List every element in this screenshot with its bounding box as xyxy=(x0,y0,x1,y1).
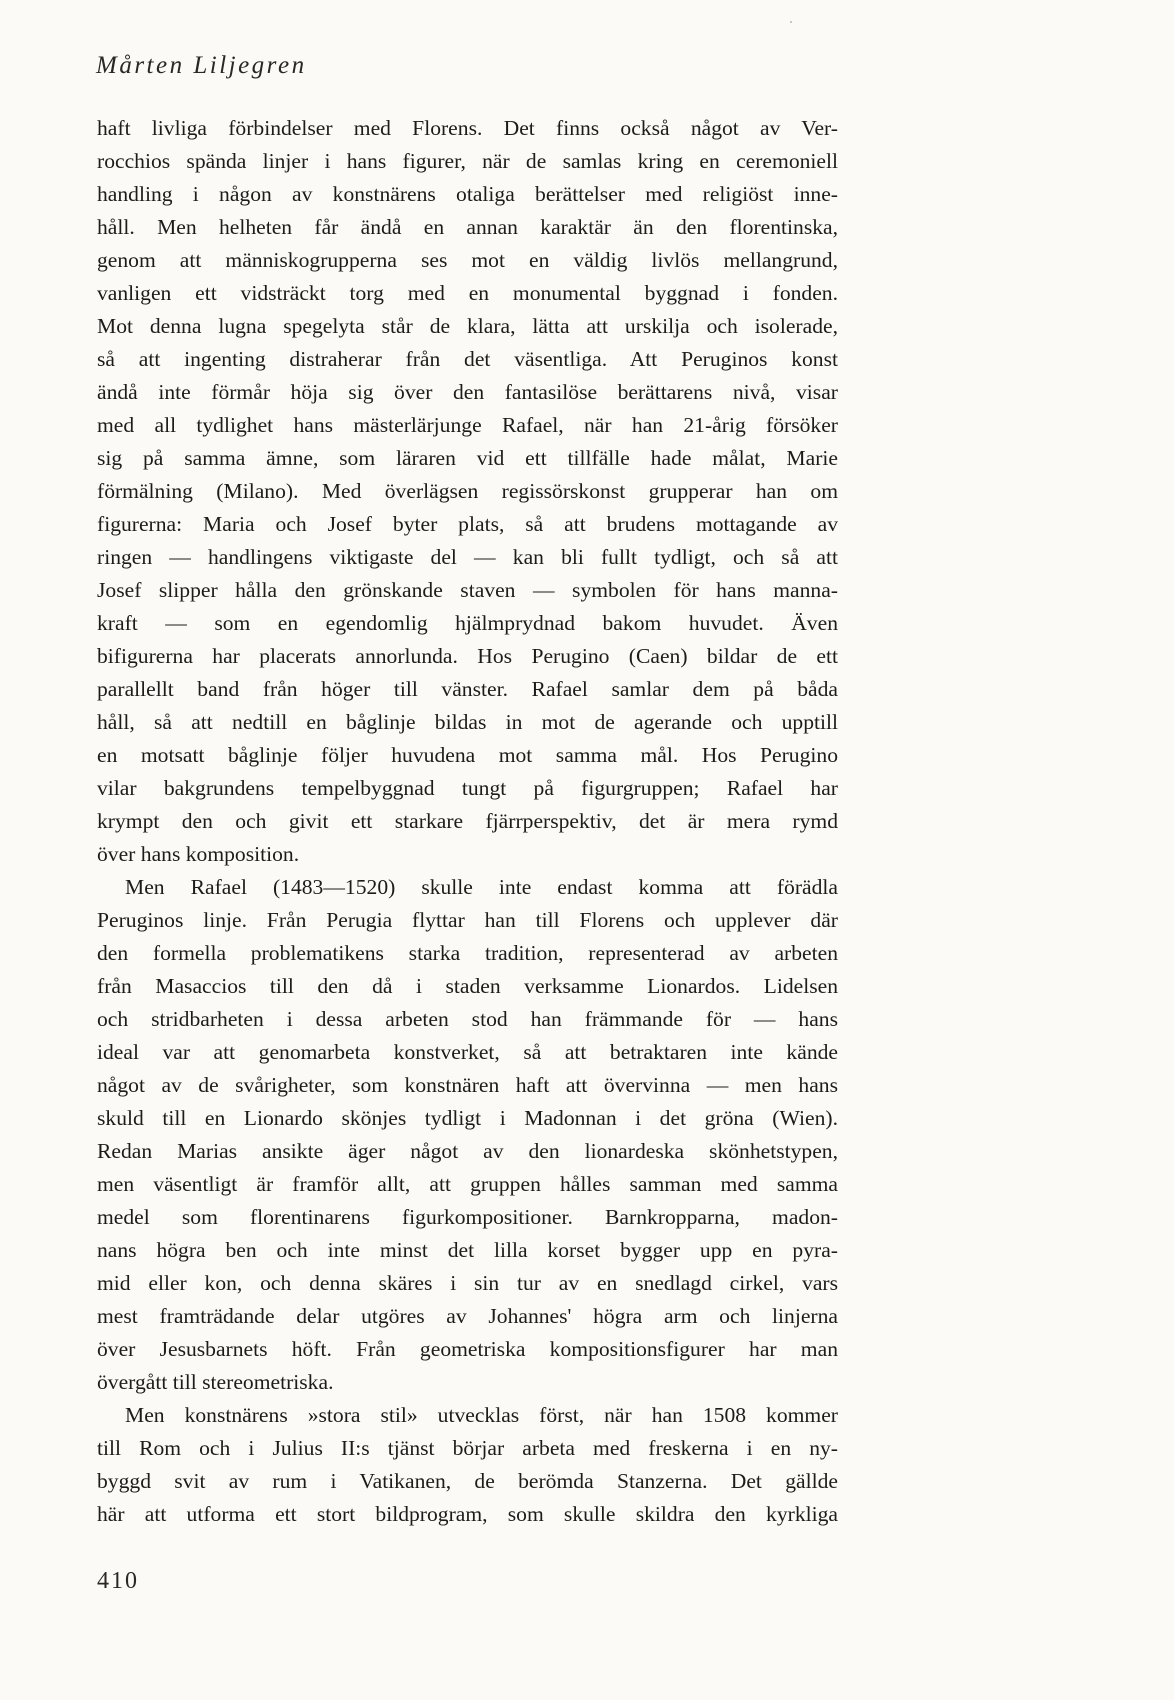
text-line: något av de svårigheter, som konstnären haft att övervinna — men hans xyxy=(97,1073,838,1097)
text-line: förmälning (Milano). Med överlägsen regissörskonst grupperar han om xyxy=(97,479,838,503)
text-line: haft livliga förbindelser med Florens. Det finns också något av Ver- xyxy=(97,116,838,140)
text-line: Mot denna lugna spegelyta står de klara, lätta att urskilja och isolerade, xyxy=(97,314,838,338)
text-line: figurerna: Maria och Josef byter plats, så att brudens mottagande av xyxy=(97,512,838,536)
text-line-paragraph-end: över hans komposition. xyxy=(97,842,300,866)
paper-speck xyxy=(790,21,792,23)
text-line: skuld till en Lionardo skönjes tydligt i Madonnan i det gröna (Wien). xyxy=(97,1106,838,1130)
text-line: genom att människogrupperna ses mot en väldig livlös mellangrund, xyxy=(97,248,838,272)
text-line: mid eller kon, och denna skäres i sin tur av en snedlagd cirkel, vars xyxy=(97,1271,838,1295)
text-line: och stridbarheten i dessa arbeten stod han främmande för — hans xyxy=(97,1007,838,1031)
text-line: håll. Men helheten får ändå en annan karaktär än den florentinska, xyxy=(97,215,838,239)
body-text xyxy=(97,112,838,1531)
text-line: krympt den och givit ett starkare fjärrperspektiv, det är mera rymd xyxy=(97,809,838,833)
text-line: över Jesusbarnets höft. Från geometriska kompositionsfigurer har man xyxy=(97,1337,838,1361)
text-line: mest framträdande delar utgöres av Johannes' högra arm och linjerna xyxy=(97,1304,838,1328)
text-line: medel som florentinarens figurkompositioner. Barnkropparna, madon- xyxy=(97,1205,838,1229)
text-line: håll, så att nedtill en båglinje bildas in mot de agerande och upptill xyxy=(97,710,838,734)
text-line: nans högra ben och inte minst det lilla korset bygger upp en pyra- xyxy=(97,1238,838,1262)
text-line-paragraph-start: Men Rafael (1483—1520) skulle inte endast komma att förädla xyxy=(125,875,838,899)
text-line: vilar bakgrundens tempelbyggnad tungt på figurgruppen; Rafael har xyxy=(97,776,838,800)
text-line: Peruginos linje. Från Perugia flyttar han till Florens och upplever där xyxy=(97,908,838,932)
text-line: Josef slipper hålla den grönskande staven — symbolen för hans manna- xyxy=(97,578,838,602)
text-line: från Masaccios till den då i staden verksamme Lionardos. Lidelsen xyxy=(97,974,838,998)
text-line: den formella problematikens starka tradition, representerad av arbeten xyxy=(97,941,838,965)
text-line: handling i någon av konstnärens otaliga berättelser med religiöst inne- xyxy=(97,182,838,206)
text-line: Redan Marias ansikte äger något av den lionardeska skönhetstypen, xyxy=(97,1139,838,1163)
text-line: här att utforma ett stort bildprogram, som skulle skildra den kyrkliga xyxy=(97,1502,838,1526)
text-line: till Rom och i Julius II:s tjänst börjar arbeta med freskerna i en ny- xyxy=(97,1436,838,1460)
text-line-paragraph-start: Men konstnärens »stora stil» utvecklas först, när han 1508 kommer xyxy=(125,1403,838,1427)
page-number: 410 xyxy=(97,1568,139,1594)
running-head-author: Mårten Liljegren xyxy=(96,52,307,79)
text-line: en motsatt båglinje följer huvudena mot samma mål. Hos Perugino xyxy=(97,743,838,767)
text-line: men väsentligt är framför allt, att gruppen hålles samman med samma xyxy=(97,1172,838,1196)
text-line: så att ingenting distraherar från det väsentliga. Att Peruginos konst xyxy=(97,347,838,371)
text-line: rocchios spända linjer i hans figurer, när de samlas kring en ceremoniell xyxy=(97,149,838,173)
text-line: bifigurerna har placerats annorlunda. Hos Perugino (Caen) bildar de ett xyxy=(97,644,838,668)
text-line: ändå inte förmår höja sig över den fantasilöse berättarens nivå, visar xyxy=(97,380,838,404)
text-line: med all tydlighet hans mästerlärjunge Rafael, när han 21-årig försöker xyxy=(97,413,838,437)
text-line: vanligen ett vidsträckt torg med en monumental byggnad i fonden. xyxy=(97,281,838,305)
text-line: ideal var att genomarbeta konstverket, så att betraktaren inte kände xyxy=(97,1040,838,1064)
text-line: kraft — som en egendomlig hjälmprydnad bakom huvudet. Även xyxy=(97,611,838,635)
text-line: parallellt band från höger till vänster. Rafael samlar dem på båda xyxy=(97,677,838,701)
text-line-paragraph-end: övergått till stereometriska. xyxy=(97,1370,334,1394)
text-line: ringen — handlingens viktigaste del — kan bli fullt tydligt, och så att xyxy=(97,545,838,569)
text-line: byggd svit av rum i Vatikanen, de berömda Stanzerna. Det gällde xyxy=(97,1469,838,1493)
text-line: sig på samma ämne, som läraren vid ett tillfälle hade målat, Marie xyxy=(97,446,838,470)
